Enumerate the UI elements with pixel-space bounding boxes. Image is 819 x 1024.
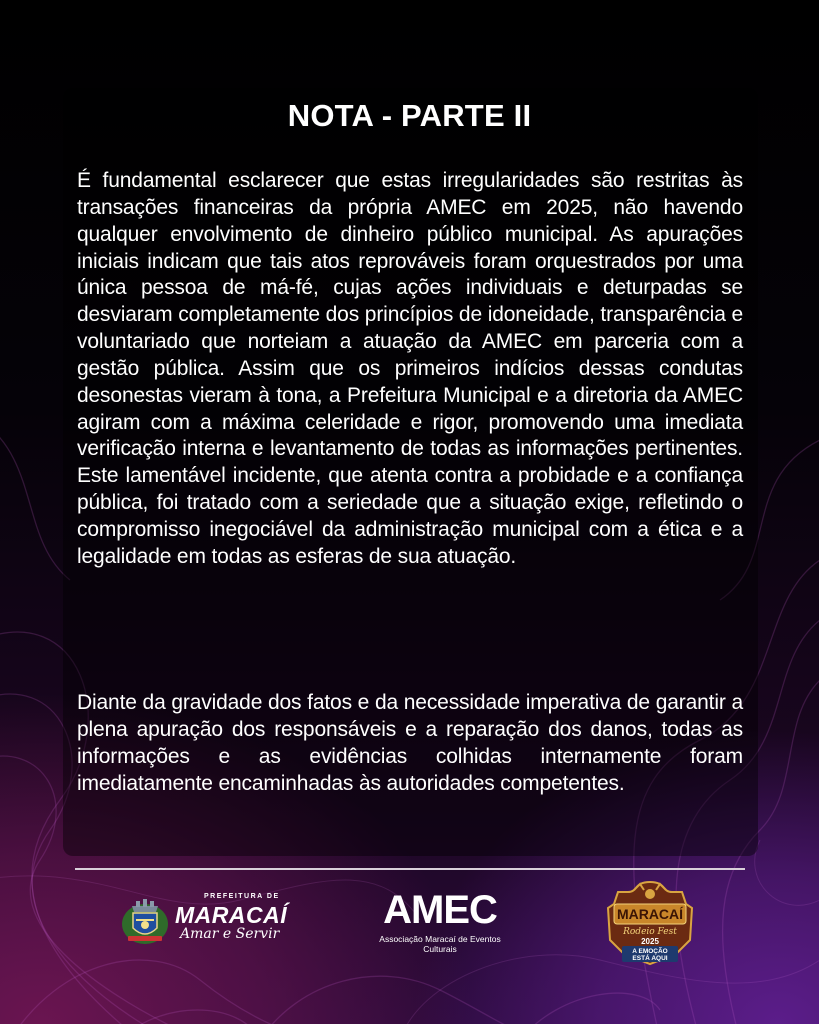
- amec-subtitle: Associação Maracaí de Eventos Culturais: [379, 934, 501, 954]
- paragraph-2: Diante da gravidade dos fatos e da necessidade imperativa de garantir a plena apuração dos responsáveis e a reparação dos danos, todas as informações e as evidências colhidas internamente foram imediatamente encaminhadas às autoridades competentes.: [77, 691, 743, 795]
- festa-name: MARACAÍ: [616, 906, 684, 922]
- prefeitura-label: PREFEITURA DE: [204, 893, 280, 900]
- festa-tagline-1: A EMOÇÃO: [632, 948, 668, 955]
- prefeitura-slogan: Amar e Servir: [180, 926, 280, 942]
- amec-name: AMEC: [383, 888, 497, 932]
- prefeitura-name: MARACAÍ: [175, 902, 288, 928]
- festa-tagline-2: ESTÁ AQUI: [632, 955, 668, 962]
- municipal-crest-icon: [120, 896, 170, 946]
- footer-divider: [75, 868, 745, 870]
- amec-logo: [365, 888, 515, 958]
- festa-year: 2025: [641, 937, 659, 946]
- paragraph-1: É fundamental esclarecer que estas irregularidades são restritas às transações financeiras da própria AMEC em 2025, não havendo qualquer envolvimento de dinheiro público municipal. As apurações iniciais indicam que tais atos reprováveis foram orquestrados por uma única pessoa de má-fé, cujas ações individuais e deturpadas se desviaram completamente dos princípios de idoneidade, transparência e voluntariado que norteiam a atuação da AMEC em parceria com a gestão pública. Assim que os primeiros indícios dessas condutas desonestas vieram à tona, a Prefeitura Municipal e a diretoria da AMEC agiram com a máxima celeridade e rigor, promovendo uma imediata verificação interna e levantamento de todas as informações pertinentes. Este lamentável incidente, que atenta contra a probidade e a confiança pública, foi tratado com a seriedade que a situação exige, refletindo o compromisso inegociável da administração municipal com a ética e a legalidade em todas as esferas de sua atuação.: [77, 169, 743, 568]
- maracai-rodeio-fest-badge: [604, 880, 696, 966]
- page-title: NOTA - PARTE II: [287, 98, 532, 133]
- prefeitura-maracai-logo: [120, 893, 295, 953]
- festa-script: Rodeio Fest: [623, 927, 677, 937]
